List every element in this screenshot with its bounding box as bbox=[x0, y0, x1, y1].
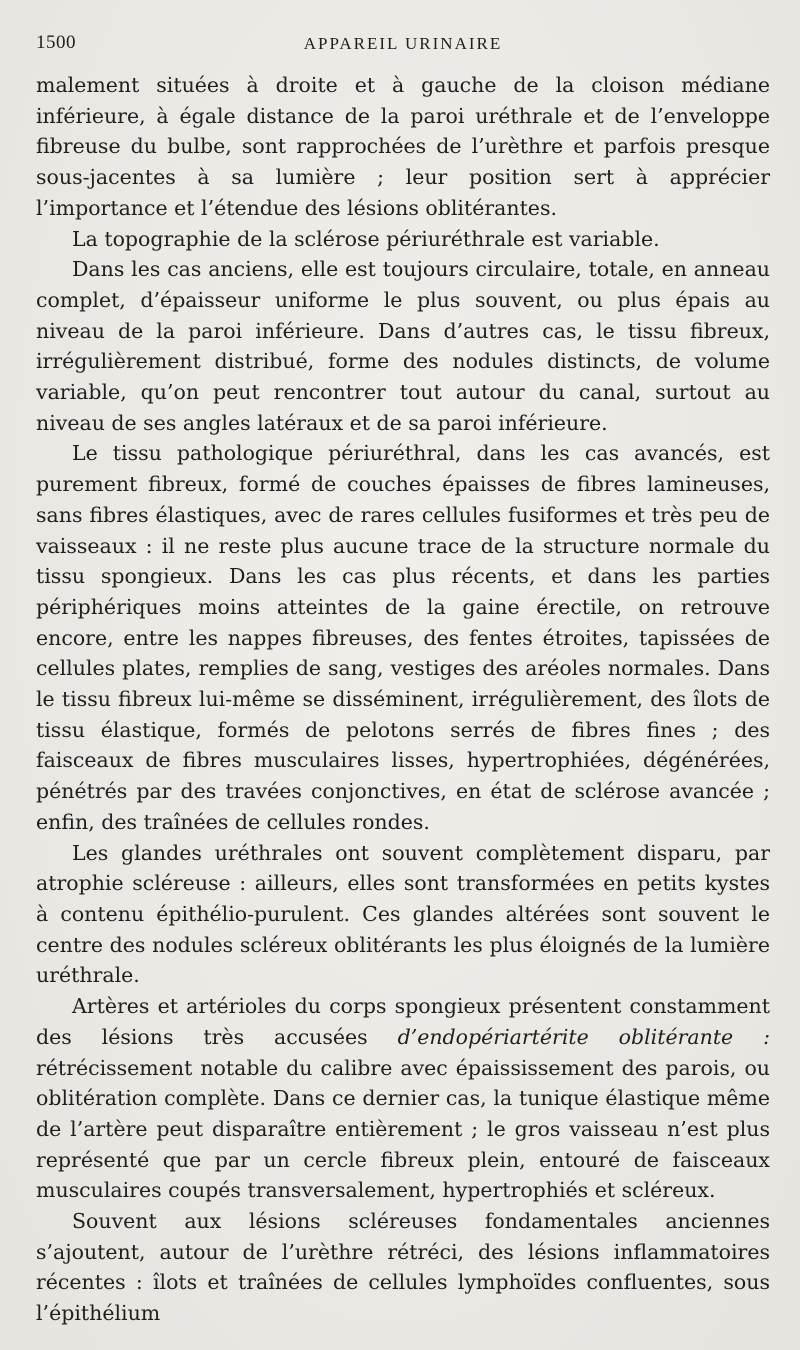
arteries-text-start: Artères et artérioles du corps spongieux présentent constamment des lésions très accusées bbox=[36, 994, 770, 1049]
paragraph-pathological-tissue: Le tissu pathologique périuréthral, dans les cas avancés, est purement fibreux, formé de couches épaisses de fibres lamineuses, sans fibres élastiques, avec de rares cellules fusiformes et très peu de vaisseaux : il ne reste plus aucune trace de la structure normale du tissu spongieux. Dans les cas plus récents, et dans les parties périphériques moins atteintes de la gaine érectile, on retrouve encore, entre les nappes fibreuses, des fentes étroites, tapissées de cellules plates, remplies de sang, vestiges des aréoles normales. Dans le tissu fibreux lui-même se disséminent, irrégulièrement, des îlots de tissu élastique, formés de pelotons serrés de fibres fines ; des faisceaux de fibres musculaires lisses, hypertrophiées, dégénérées, pénétrés par des travées conjonctives, en état de sclérose avancée ; enfin, des traînées de cellules rondes. bbox=[36, 441, 770, 834]
paragraph-urethral-glands: Les glandes uréthrales ont souvent complètement disparu, par atrophie scléreuse : ailleurs, elles sont transformées en petits kystes à contenu épithélio-purulent. Ces glandes altérées sont souvent le centre des nodules scléreux oblitérants les plus éloignés de la lumière uréthrale. bbox=[36, 840, 770, 988]
page-number: 1500 bbox=[36, 32, 76, 53]
paragraph-topography: La topographie de la sclérose périuréthrale est variable. bbox=[72, 226, 660, 251]
paragraph-inflammatory-lesions: Souvent aux lésions scléreuses fondamentales anciennes s’ajoutent, autour de l’urèthre rétréci, des lésions inflammatoires récentes : îlots et traînées de cellules lymphoïdes confluentes, sous l’épithélium bbox=[36, 1209, 770, 1326]
arteries-text-end: rétrécissement notable du calibre avec épaississement des parois, ou oblitération complète. Dans ce dernier cas, la tunique élastique même de l’artère peut disparaître entièrement ; le gros vaisseau n’est plus représenté que par un cercle fibreux plein, entouré de faisceaux musculaires coupés transversalement, hypertrophiés et scléreux. bbox=[36, 1055, 770, 1203]
body-text bbox=[36, 70, 770, 1329]
paragraph-old-cases: Dans les cas anciens, elle est toujours circulaire, totale, en anneau complet, d’épaisseur uniforme le plus souvent, ou plus épais au niveau de la paroi inférieure. Dans d’autres cas, le tissu fibreux, irrégulièrement distribué, forme des nodules distincts, de volume variable, qu’on peut rencontrer tout autour du canal, surtout au niveau de ses angles latéraux et de sa paroi inférieure. bbox=[36, 257, 770, 435]
page-header bbox=[36, 32, 770, 70]
paragraph-arteries bbox=[36, 991, 770, 1206]
arteries-italic-term: d’endopériartérite oblitérante : bbox=[397, 1024, 770, 1049]
paragraph-continuation: malement situées à droite et à gauche de la cloison médiane inférieure, à égale distance de la paroi uréthrale et de l’enveloppe fibreuse du bulbe, sont rapprochées de l’urèthre et parfois presque sous-jacentes à sa lumière ; leur position sert à apprécier l’importance et l’étendue des lésions oblitérantes. bbox=[36, 73, 770, 220]
running-title: APPAREIL URINAIRE bbox=[303, 34, 503, 53]
